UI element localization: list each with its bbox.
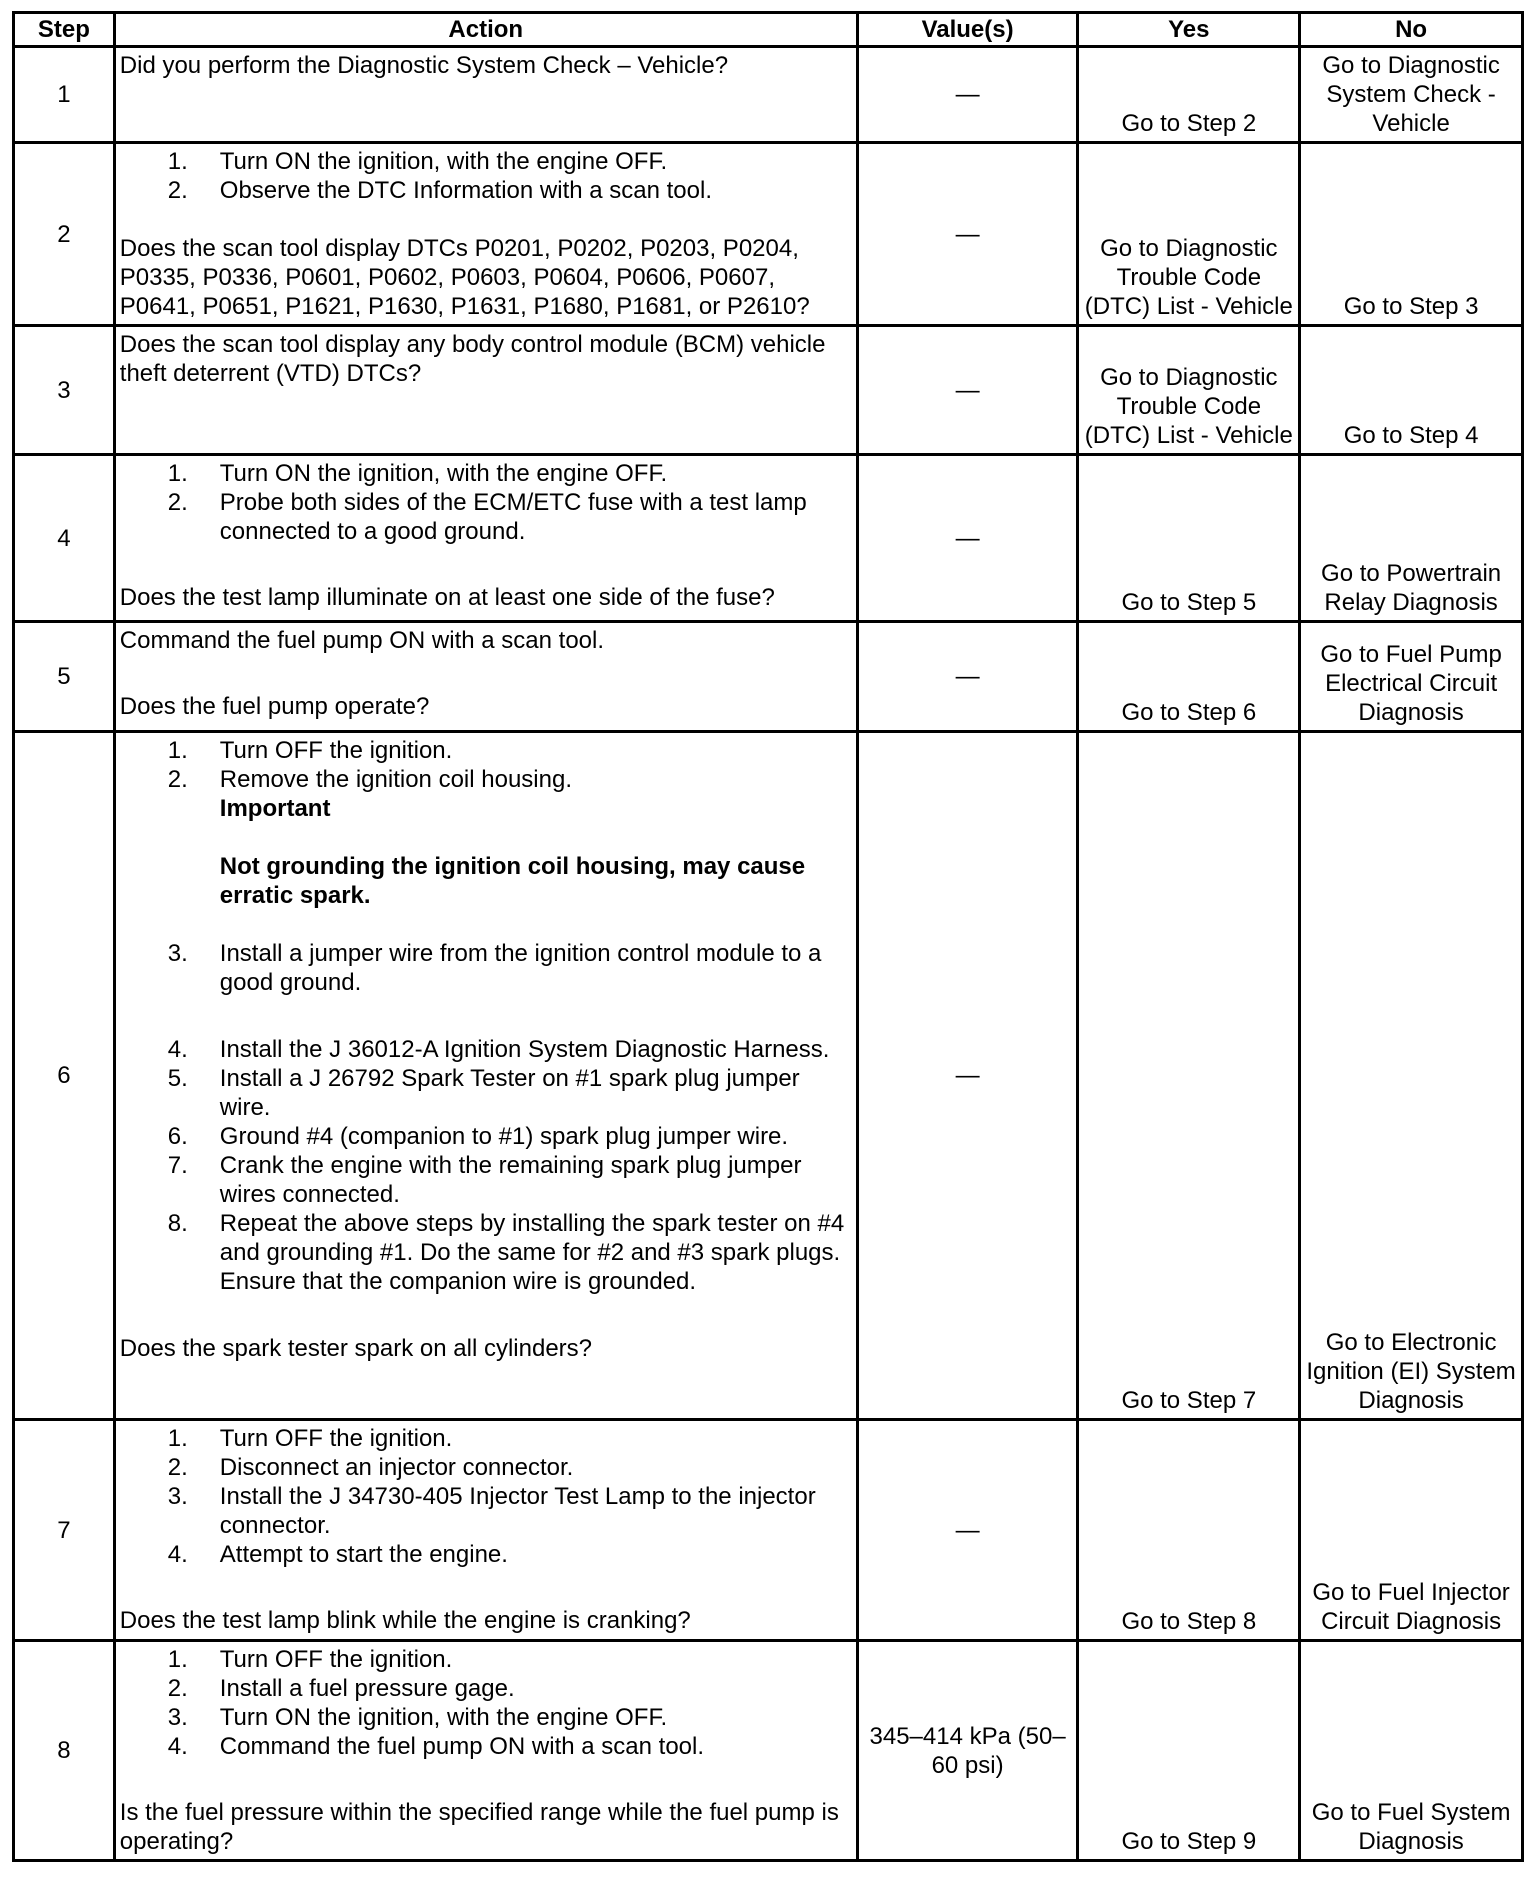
action-cell xyxy=(116,48,856,141)
action-step: 4. Attempt to start the engine. xyxy=(167,1541,508,1568)
step-number: 3 xyxy=(15,327,113,453)
action-step: 7. Crank the engine with the remaining spark plug jumper wires connected. xyxy=(167,1152,802,1208)
header-row xyxy=(15,14,1521,45)
no-cell: Go to Electronic Ignition (EI) System Diagnosis xyxy=(1301,733,1521,1418)
value-cell: — xyxy=(859,456,1077,620)
action-steps xyxy=(120,939,852,997)
yes-cell: Go to Step 6 xyxy=(1079,623,1298,730)
action-step: 1. Turn OFF the ignition. xyxy=(167,737,453,764)
action-steps xyxy=(120,1645,852,1761)
header-no: No xyxy=(1301,14,1521,45)
header-step: Step xyxy=(15,14,113,45)
action-step: 1. Turn ON the ignition, with the engine OFF. xyxy=(167,460,668,487)
action-step: 2. Remove the ignition coil housing. xyxy=(167,766,572,793)
action-cell xyxy=(116,144,856,324)
important-label: Important xyxy=(219,795,331,822)
header-values: Value(s) xyxy=(859,14,1077,45)
yes-cell: Go to Diagnostic Trouble Code (DTC) List - Vehicle xyxy=(1079,327,1298,453)
step-number: 2 xyxy=(15,144,113,324)
table-row xyxy=(15,327,1521,453)
table-row xyxy=(15,48,1521,141)
table-row xyxy=(15,733,1521,1418)
no-cell: Go to Fuel Injector Circuit Diagnosis xyxy=(1301,1421,1521,1639)
action-step: 4. Command the fuel pump ON with a scan tool. xyxy=(167,1733,705,1760)
header-yes: Yes xyxy=(1079,14,1298,45)
no-cell: Go to Step 3 xyxy=(1301,144,1521,324)
step-number: 4 xyxy=(15,456,113,620)
yes-cell: Go to Step 5 xyxy=(1079,456,1298,620)
important-note: Not grounding the ignition coil housing, may cause erratic spark. xyxy=(219,853,806,909)
action-question: Does the spark tester spark on all cylinders? xyxy=(119,1335,592,1362)
action-step: 3. Install a jumper wire from the ignition control module to a good ground. xyxy=(167,940,822,996)
action-question: Does the test lamp illuminate on at least one side of the fuse? xyxy=(119,584,775,611)
action-steps xyxy=(120,736,852,794)
yes-cell: Go to Step 9 xyxy=(1079,1642,1298,1859)
value-cell: — xyxy=(859,48,1077,141)
table-row xyxy=(15,1421,1521,1639)
step-number: 6 xyxy=(15,733,113,1418)
action-question: Does the fuel pump operate? xyxy=(119,693,430,720)
action-cell xyxy=(116,1421,856,1639)
value-cell: — xyxy=(859,144,1077,324)
action-steps xyxy=(120,459,852,546)
yes-cell: Go to Diagnostic Trouble Code (DTC) List - Vehicle xyxy=(1079,144,1298,324)
action-step: 2. Observe the DTC Information with a scan tool. xyxy=(167,177,712,204)
no-cell: Go to Step 4 xyxy=(1301,327,1521,453)
value-cell: — xyxy=(859,733,1077,1418)
yes-cell: Go to Step 8 xyxy=(1079,1421,1298,1639)
table-row xyxy=(15,1642,1521,1859)
action-cell xyxy=(116,623,856,730)
action-step: 2. Disconnect an injector connector. xyxy=(167,1454,574,1481)
action-question: Is the fuel pressure within the specified range while the fuel pump is operating? xyxy=(119,1799,839,1855)
value-cell: — xyxy=(859,327,1077,453)
table-row xyxy=(15,456,1521,620)
value-cell: 345–414 kPa (50–60 psi) xyxy=(859,1642,1077,1859)
header-action: Action xyxy=(116,14,856,45)
action-step: 4. Install the J 36012-A Ignition System Diagnostic Harness. xyxy=(167,1036,830,1063)
action-question: Does the scan tool display DTCs P0201, P0202, P0203, P0204, P0335, P0336, P0601, P0602, P0603, P0604, P0606, P0607, P0641, P0651, P1621, P1630, P1631, P1680, P1681, or P2610? xyxy=(119,235,810,320)
action-cell xyxy=(116,733,856,1418)
action-step: 3. Install the J 34730-405 Injector Test Lamp to the injector connector. xyxy=(167,1483,816,1539)
action-step: 3. Turn ON the ignition, with the engine OFF. xyxy=(167,1704,668,1731)
no-cell: Go to Diagnostic System Check - Vehicle xyxy=(1301,48,1521,141)
action-steps xyxy=(120,147,852,205)
action-question: Does the scan tool display any body control module (BCM) vehicle theft deterrent (VTD) DTCs? xyxy=(119,331,826,387)
step-number: 8 xyxy=(15,1642,113,1859)
value-cell: — xyxy=(859,1421,1077,1639)
yes-cell: Go to Step 2 xyxy=(1079,48,1298,141)
action-cell xyxy=(116,1642,856,1859)
step-number: 5 xyxy=(15,623,113,730)
action-step: 2. Probe both sides of the ECM/ETC fuse with a test lamp connected to a good ground. xyxy=(167,489,807,545)
step-number: 7 xyxy=(15,1421,113,1639)
action-step: 1. Turn ON the ignition, with the engine OFF. xyxy=(167,148,668,175)
action-instruction: Command the fuel pump ON with a scan tool. xyxy=(119,627,605,654)
table-row xyxy=(15,623,1521,730)
step-number: 1 xyxy=(15,48,113,141)
action-step: 6. Ground #4 (companion to #1) spark plug jumper wire. xyxy=(167,1123,789,1150)
action-cell xyxy=(116,456,856,620)
action-question: Did you perform the Diagnostic System Check – Vehicle? xyxy=(119,52,729,79)
action-cell xyxy=(116,327,856,453)
diagnostic-table xyxy=(12,11,1524,1862)
no-cell: Go to Fuel System Diagnosis xyxy=(1301,1642,1521,1859)
table-row xyxy=(15,144,1521,324)
action-step: 1. Turn OFF the ignition. xyxy=(167,1425,453,1452)
action-step: 5. Install a J 26792 Spark Tester on #1 spark plug jumper wire. xyxy=(167,1065,800,1121)
action-steps xyxy=(120,1035,852,1296)
no-cell: Go to Powertrain Relay Diagnosis xyxy=(1301,456,1521,620)
action-steps xyxy=(120,1424,852,1569)
action-question: Does the test lamp blink while the engine is cranking? xyxy=(119,1607,691,1634)
value-cell: — xyxy=(859,623,1077,730)
action-step: 2. Install a fuel pressure gage. xyxy=(167,1675,515,1702)
no-cell: Go to Fuel Pump Electrical Circuit Diagnosis xyxy=(1301,623,1521,730)
action-step: 1. Turn OFF the ignition. xyxy=(167,1646,453,1673)
yes-cell: Go to Step 7 xyxy=(1079,733,1298,1418)
action-step: 8. Repeat the above steps by installing the spark tester on #4 and grounding #1. Do the same for #2 and #3 spark plugs. Ensure that the companion wire is grounded. xyxy=(167,1210,845,1295)
